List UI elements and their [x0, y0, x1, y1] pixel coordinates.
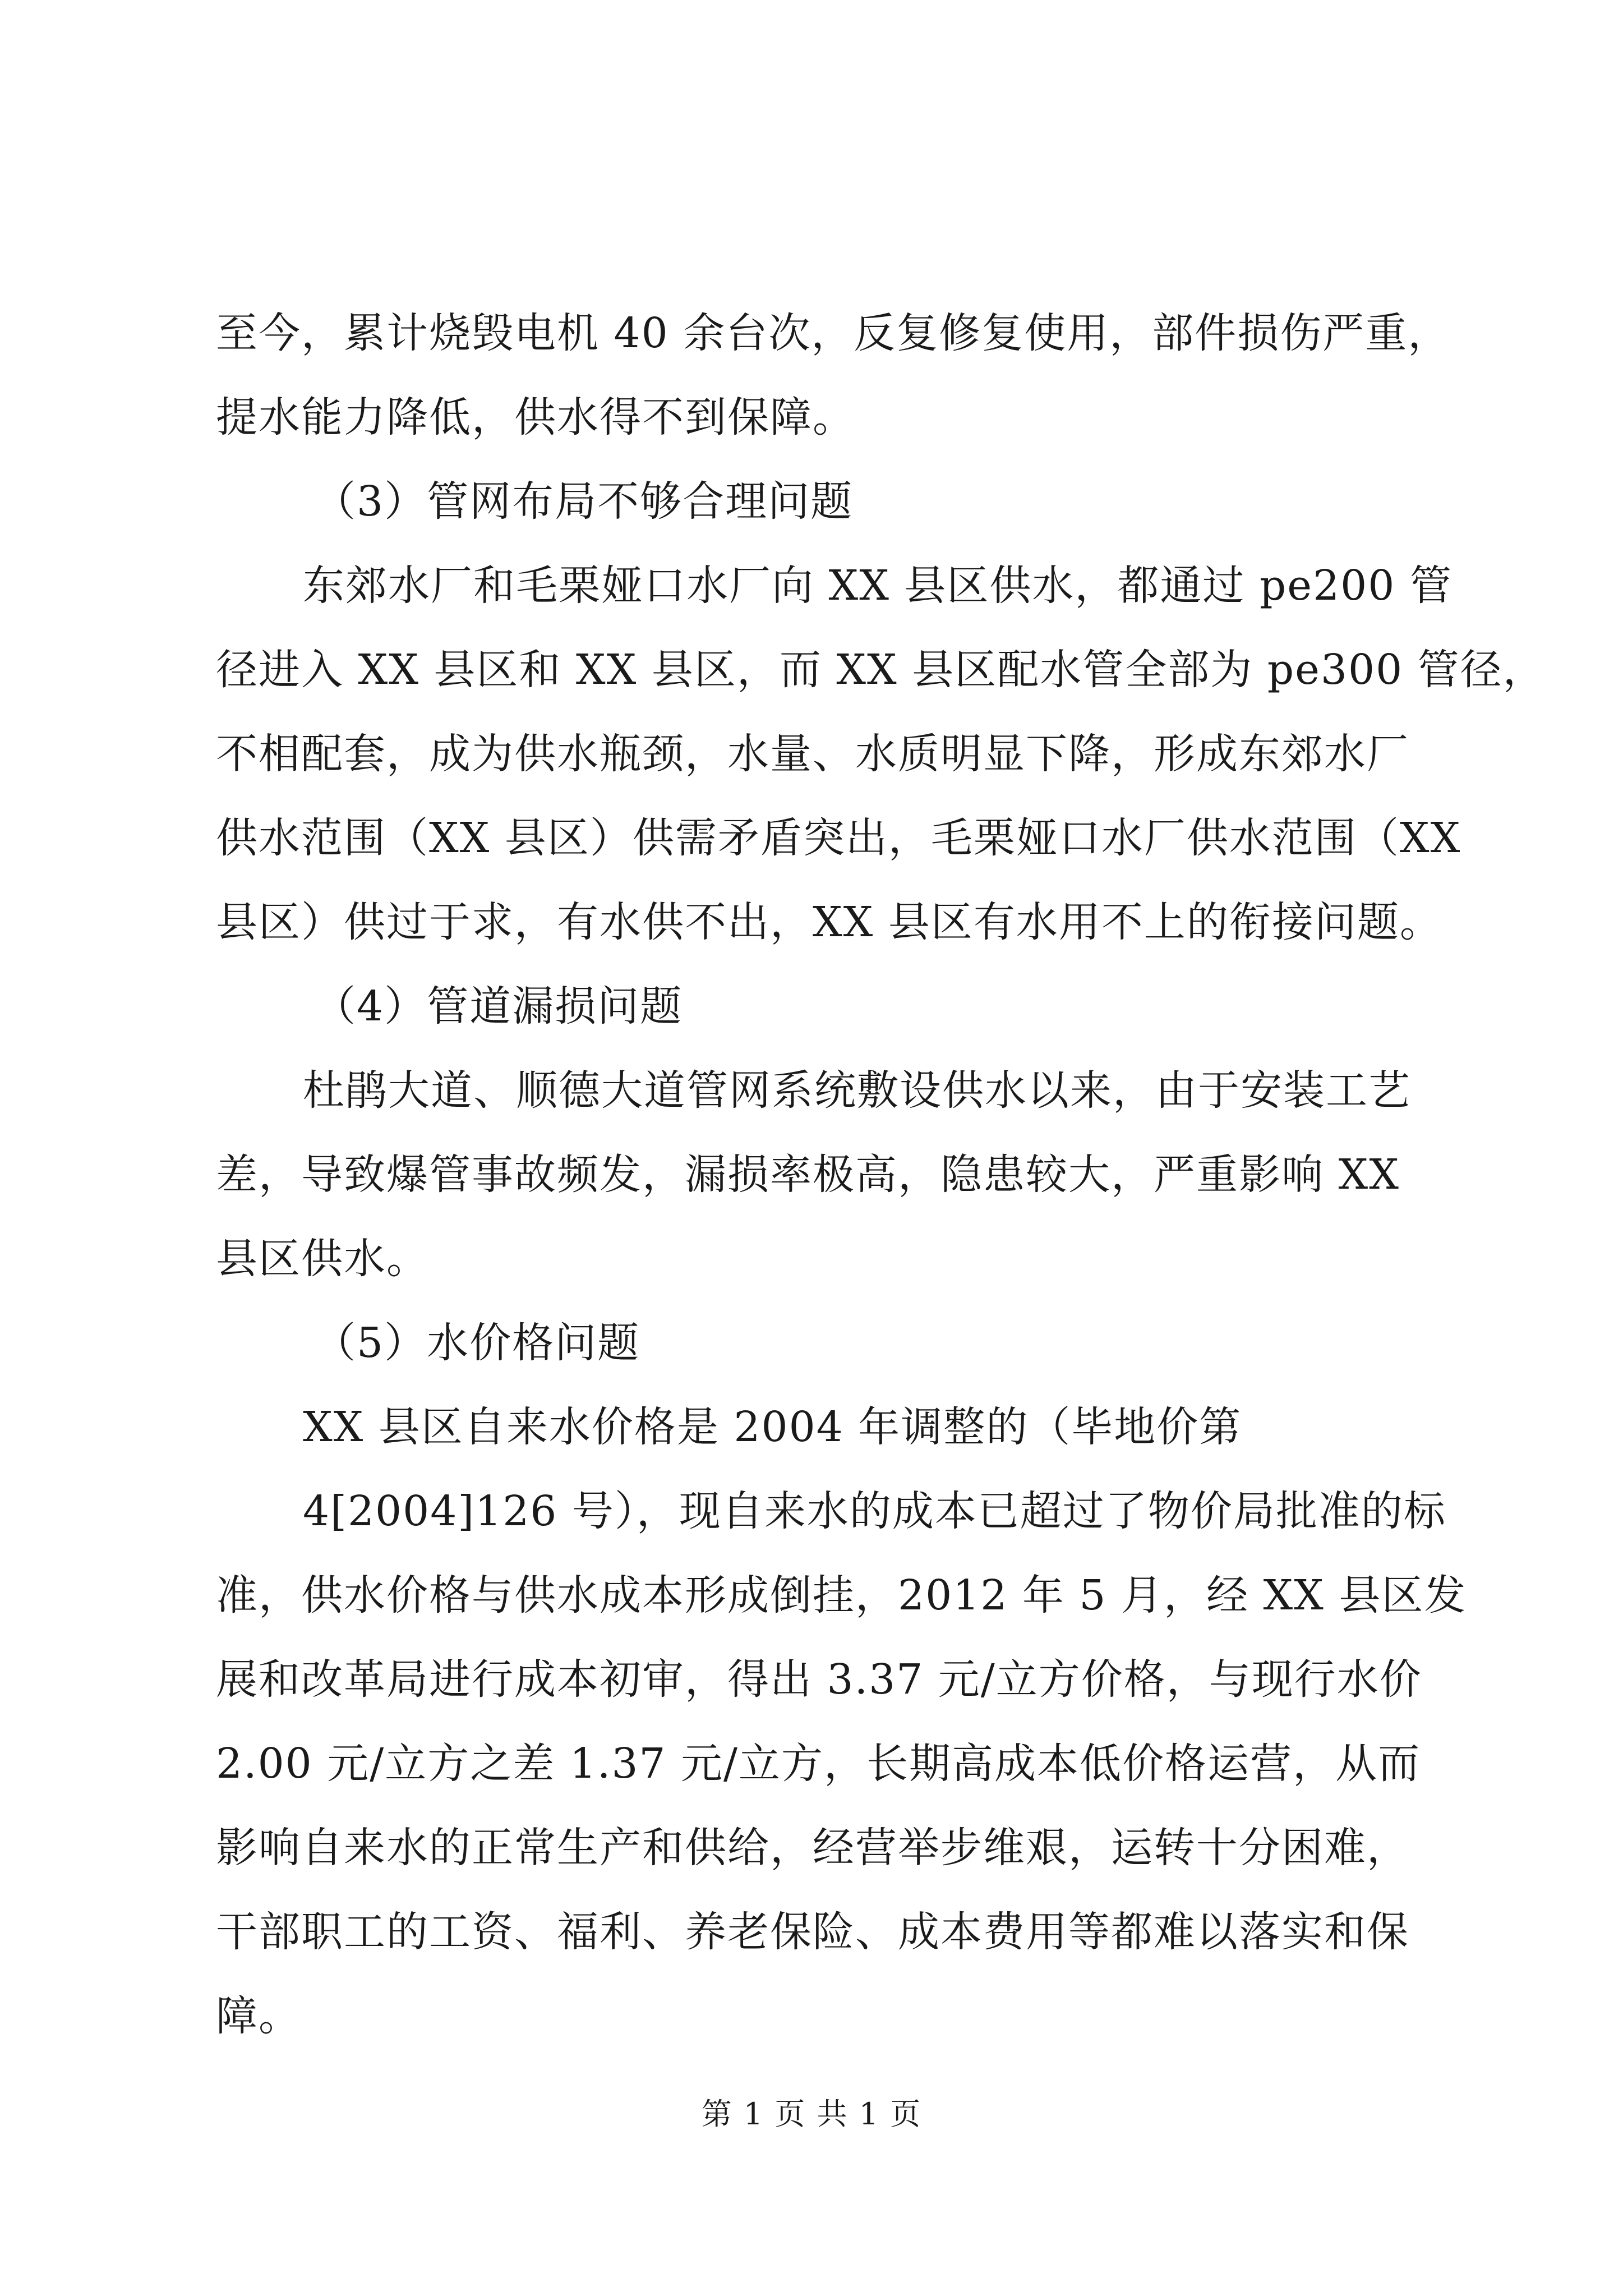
section-heading: （5）水价格问题 — [314, 1319, 640, 1367]
body-text-line: 4[2004]126 号），现自来水的成本已超过了物价局批准的标 — [303, 1487, 1446, 1535]
paragraph-first-line: 杜鹃大道、顺德大道管网系统敷设供水以来，由于安装工艺 — [303, 1066, 1411, 1115]
body-text-line: 径进入 XX 县区和 XX 县区，而 XX 县区配水管全部为 pe300 管径， — [216, 646, 1546, 694]
body-text-line: 不相配套，成为供水瓶颈，水量、水质明显下降，形成东郊水厂 — [216, 730, 1409, 778]
body-text-line: 准，供水价格与供水成本形成倒挂，2012 年 5 月，经 XX 县区发 — [216, 1571, 1467, 1619]
section-heading: （3）管网布局不够合理问题 — [314, 477, 854, 526]
section-heading: （4）管道漏损问题 — [314, 982, 683, 1030]
body-text-line: 展和改革局进行成本初审，得出 3.37 元/立方价格，与现行水价 — [216, 1655, 1422, 1704]
body-text-line: 提水能力降低，供水得不到保障。 — [216, 393, 855, 441]
body-text-line: 至今，累计烧毁电机 40 余台次，反复修复使用，部件损伤严重， — [216, 309, 1451, 357]
page-footer: 第 1 页 共 1 页 — [701, 2096, 922, 2132]
body-text-line: 干部职工的工资、福利、养老保险、成本费用等都难以落实和保 — [216, 1908, 1409, 1956]
body-text-line: 差，导致爆管事故频发，漏损率极高，隐患较大，严重影响 XX — [216, 1151, 1400, 1199]
body-text-line: 影响自来水的正常生产和供给，经营举步维艰，运转十分困难， — [216, 1824, 1409, 1872]
body-text-line: 2.00 元/立方之差 1.37 元/立方，长期高成本低价格运营，从而 — [216, 1740, 1421, 1788]
body-text-line: 供水范围（XX 县区）供需矛盾突出，毛栗娅口水厂供水范围（XX — [216, 814, 1461, 862]
paragraph-first-line: 东郊水厂和毛栗娅口水厂向 XX 县区供水，都通过 pe200 管 — [303, 562, 1453, 610]
paragraph-first-line: XX 县区自来水价格是 2004 年调整的（毕地价第 — [303, 1403, 1242, 1451]
body-text-line: 障。 — [216, 1992, 301, 2040]
body-text-line: 县区）供过于求，有水供不出，XX 县区有水用不上的衔接问题。 — [216, 898, 1442, 946]
body-text-line: 县区供水。 — [216, 1235, 429, 1283]
